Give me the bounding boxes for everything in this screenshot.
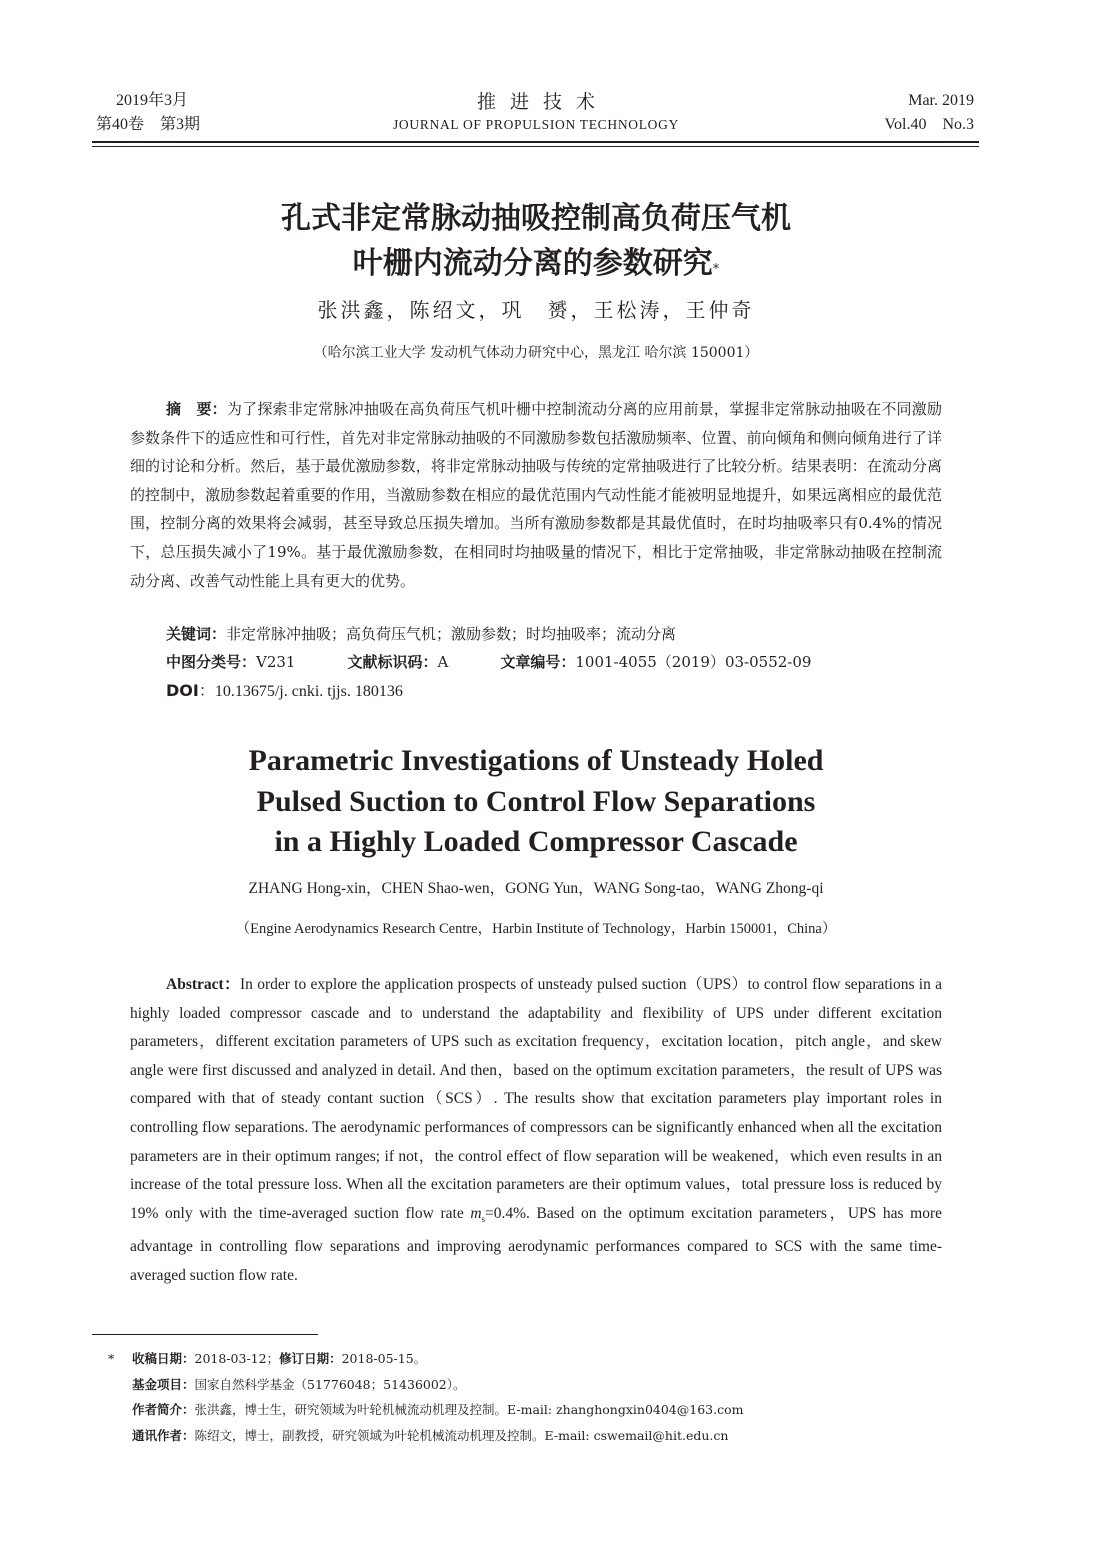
footnote-corresponding [108, 1423, 743, 1449]
footnote-rule [92, 1334, 318, 1335]
paper-title-en-line2: Pulsed Suction to Control Flow Separations [256, 784, 816, 818]
journal-name-en: JOURNAL OF PROPULSION TECHNOLOGY [392, 117, 680, 132]
doi-line [166, 677, 403, 705]
fund-label: 基金项目： [132, 1376, 195, 1392]
author-bio-label: 作者简介： [132, 1402, 195, 1417]
keywords-text: 非定常脉冲抽吸；高负荷压气机；激励参数；时均抽吸率；流动分离 [226, 625, 677, 643]
received-value: 2018-03-12； [194, 1351, 280, 1366]
clc-label: 中图分类号： [166, 653, 257, 671]
keywords-cn [166, 621, 966, 648]
footnote-dates [108, 1346, 743, 1372]
paper-title-en-line1: Parametric Investigations of Unsteady Holed [248, 744, 824, 777]
title-footnote-mark: * [712, 262, 720, 277]
authors-cn: 张洪鑫，陈绍文，巩 赟，王松涛，王仲奇 [317, 298, 755, 322]
footnote-author [108, 1397, 743, 1423]
doi-value: ：10.13675/j. cnki. tjjs. 180136 [198, 683, 403, 700]
revised-value: 2018-05-15。 [341, 1351, 427, 1366]
issue-date-cn: 2019年3月 [116, 92, 189, 109]
abstract-cn-label: 摘 要： [166, 400, 227, 418]
abstract-en [130, 971, 942, 1291]
article-no-label: 文章编号： [500, 653, 576, 671]
authors-en: ZHANG Hong-xin，CHEN Shao-wen，GONG Yun，WANG Song-tao，WANG Zhong-qi [248, 880, 824, 897]
corresponding-value: 陈绍文，博士，副教授，研究领域为叶轮机械流动机理及控制。E-mail: cswemail@hit.edu.cn [194, 1427, 729, 1443]
volume-issue-cn: 第40卷 第3期 [96, 116, 201, 133]
keywords-label: 关键词： [166, 625, 227, 643]
article-no-value: 1001-4055（2019）03-0552-09 [575, 653, 812, 671]
footnotes [108, 1346, 743, 1448]
paper-title-en-line3: in a Highly Loaded Compressor Cascade [274, 825, 798, 858]
affiliation-en: （Engine Aerodynamics Research Centre，Harbin Institute of Technology，Harbin 150001，China） [235, 921, 837, 937]
fund-value: 国家自然科学基金（51776048；51436002）。 [194, 1376, 466, 1392]
abstract-en-symbol: m [470, 1204, 482, 1222]
header-rule-thick [92, 141, 979, 143]
footnote-fund [108, 1372, 743, 1398]
abstract-en-label: Abstract： [166, 976, 240, 993]
header-rule-thin [92, 146, 979, 147]
classification-line [166, 649, 811, 676]
abstract-cn [130, 395, 942, 595]
paper-title-en [0, 741, 1072, 863]
journal-name-cn: 推进技术 [476, 91, 609, 113]
corresponding-label: 通讯作者： [132, 1427, 195, 1443]
footnote-star: * [108, 1351, 115, 1366]
received-label: 收稿日期： [132, 1351, 195, 1366]
paper-title-cn-line2: 叶栅内流动分离的参数研究 [352, 246, 713, 281]
revised-label: 修订日期： [279, 1351, 342, 1366]
doc-code-value: A [437, 653, 449, 671]
abstract-en-text-part1: In order to explore the application prospects of unsteady pulsed suction（UPS）to control flow separations in a highly loaded compressor cascade and to understand the adaptability and flexibility of UPS under different excitation parameters，different excitation parameters of UPS such as excitation frequency，excitation location，pitch angle，and skew angle were first discussed and analyzed in detail. And then，based on the optimum excitation parameters，the result of UPS was compared with that of steady contant suction（SCS）. The results show that excitation parameters play important roles in controlling flow separations. The aerodynamic performances of compressors can be significantly enhanced when all the excitation parameters are in their optimum ranges; if not，the control effect of flow separation will be weakened，which even results in an increase of the total pressure loss. When all the excitation parameters are their optimum values，total pressure loss is reduced by 19% only with the time-averaged suction flow rate [130, 976, 942, 1222]
paper-title-cn-line1: 孔式非定常脉动抽吸控制高负荷压气机 [281, 201, 791, 236]
abstract-en-symbol-sub: s [481, 1213, 486, 1224]
issue-date-en: Mar. 2019 [908, 92, 974, 109]
paper-title-cn [0, 196, 1072, 286]
doi-label: DOI [166, 681, 199, 700]
volume-issue-en: Vol.40 No.3 [884, 116, 974, 133]
issue-date-volume-en [885, 89, 975, 137]
abstract-cn-text: 为了探索非定常脉冲抽吸在高负荷压气机叶栅中控制流动分离的应用前景，掌握非定常脉动抽吸在不同激励参数条件下的适应性和可行性，首先对非定常脉动抽吸的不同激励参数包括激励频率、位置、前向倾角和侧向倾角进行了详细的讨论和分析。然后，基于最优激励参数，将非定常脉动抽吸与传统的定常抽吸进行了比较分析。结果表明：在流动分离的控制中，激励参数起着重要的作用，当激励参数在相应的最优范围内气动性能才能被明显地提升，如果远离相应的最优范围，控制分离的效果将会减弱，甚至导致总压损失增加。当所有激励参数都是其最优值时，在时均抽吸率只有0.4%的情况下，总压损失减小了19%。基于最优激励参数，在相同时均抽吸量的情况下，相比于定常抽吸，非定常脉动抽吸在控制流动分离、改善气动性能上具有更大的优势。 [130, 400, 942, 590]
abstract-en-text-part2: =0.4%. Based on the optimum excitation parameters，UPS has more advantage in controlling flow separations and improving aerodynamic performances compared to SCS with the same time-averaged suction flow rate. [130, 1204, 943, 1285]
author-bio-value: 张洪鑫，博士生，研究领域为叶轮机械流动机理及控制。E-mail: zhanghongxin0404@163.com [194, 1402, 744, 1417]
clc-value: V231 [256, 653, 296, 671]
doc-code-label: 文献标识码： [347, 653, 438, 671]
affiliation-cn: （哈尔滨工业大学 发动机气体动力研究中心，黑龙江 哈尔滨 150001） [313, 345, 759, 361]
